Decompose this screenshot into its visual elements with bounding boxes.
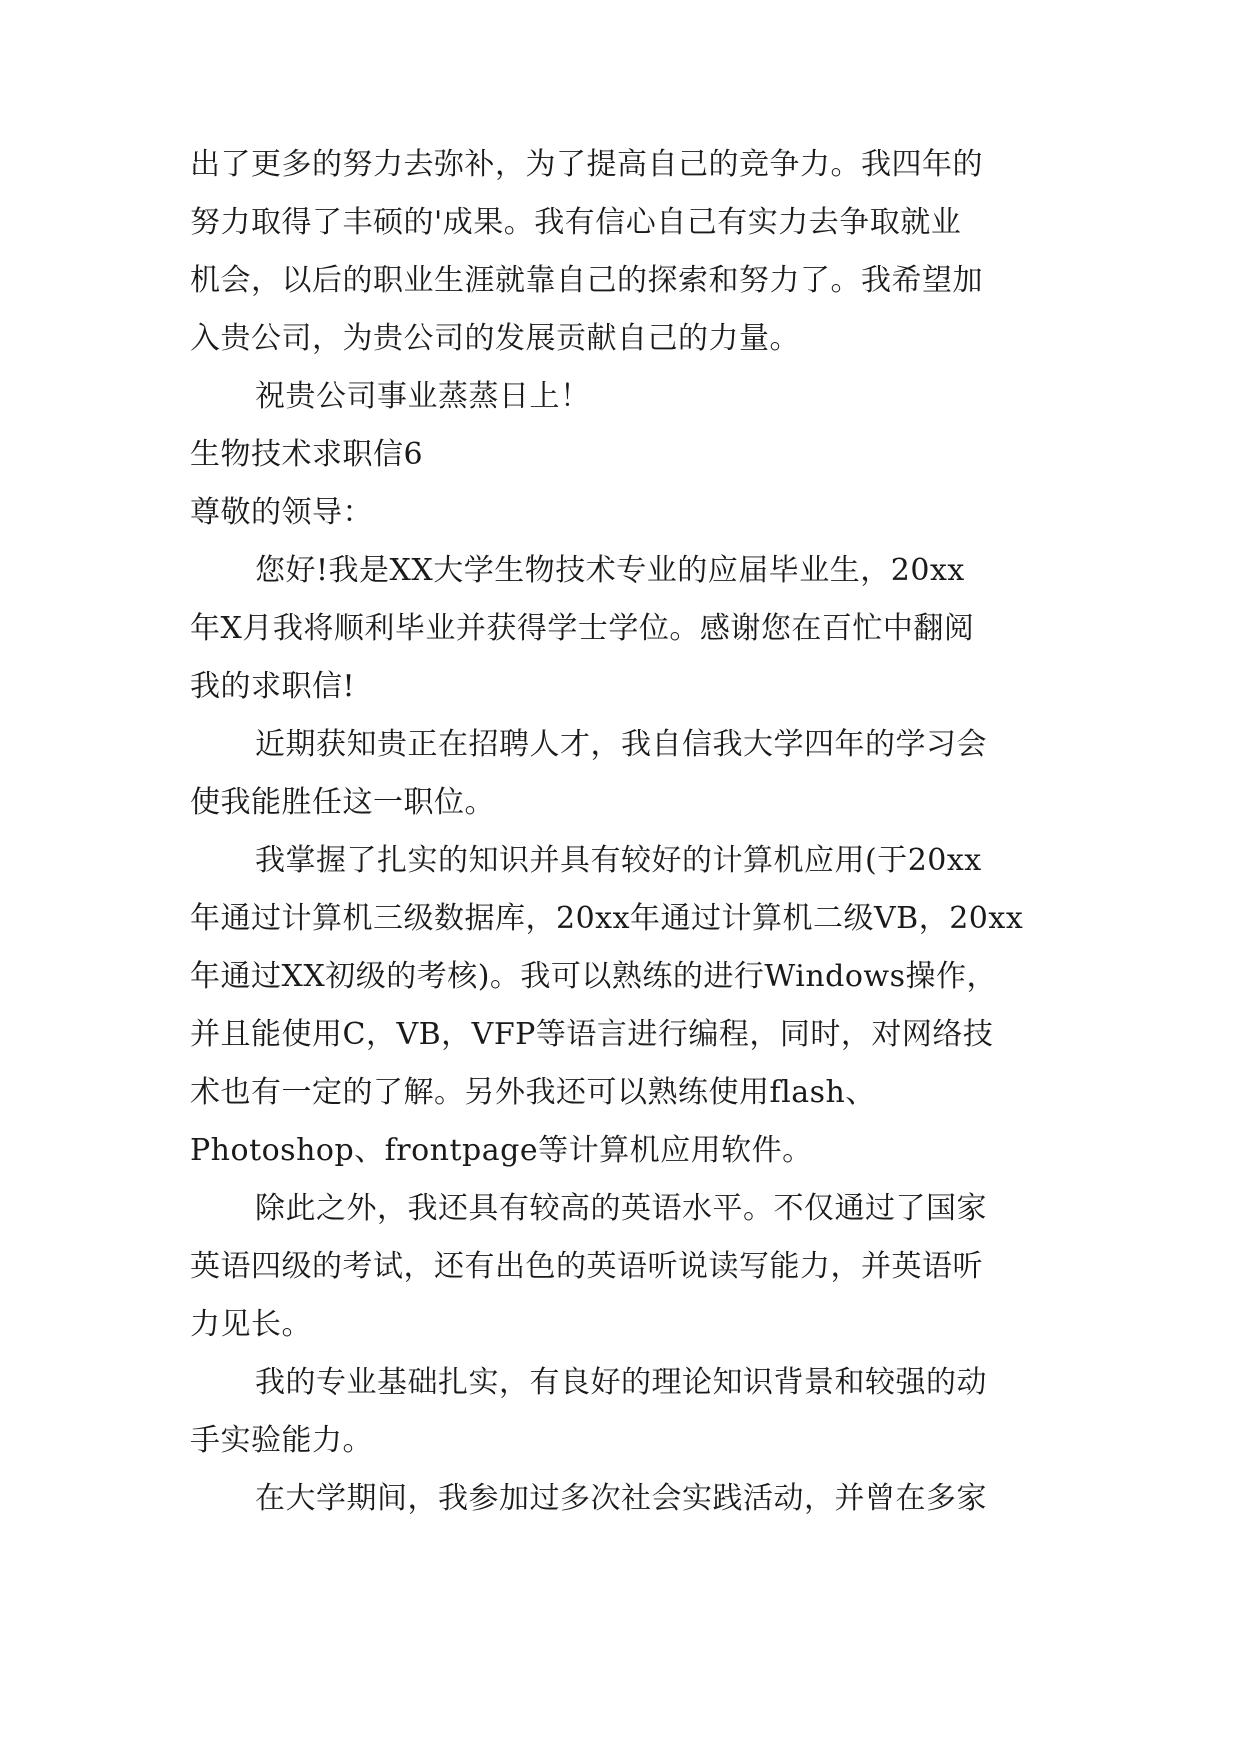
body-text-line: 在大学期间，我参加过多次社会实践活动，并曾在多家 (255, 1481, 987, 1516)
body-text-line: 出了更多的努力去弥补，为了提高自己的竞争力。我四年的 (190, 147, 983, 182)
body-text-line: 努力取得了丰硕的'成果。我有信心自己有实力去争取就业 (190, 205, 962, 240)
closing-wish: 祝贵公司事业蒸蒸日上！ (255, 379, 591, 414)
body-text-line: 术也有一定的了解。另外我还可以熟练使用flash、 (190, 1075, 876, 1110)
body-text-line: 手实验能力。 (190, 1423, 373, 1458)
salutation: 尊敬的领导： (190, 495, 373, 530)
body-text-line: 年通过计算机三级数据库，20xx年通过计算机二级VB，20xx (190, 901, 1024, 936)
body-text-line: 我的专业基础扎实，有良好的理论知识背景和较强的动 (255, 1365, 987, 1400)
section-title: 生物技术求职信6 (190, 437, 424, 472)
body-text-line: 使我能胜任这一职位。 (190, 785, 495, 820)
body-text-line: 力见长。 (190, 1307, 312, 1342)
body-text-line: 除此之外，我还具有较高的英语水平。不仅通过了国家 (255, 1191, 987, 1226)
body-text-line: 近期获知贵正在招聘人才，我自信我大学四年的学习会 (255, 727, 987, 762)
body-text-line: 入贵公司，为贵公司的发展贡献自己的力量。 (190, 321, 800, 356)
body-text-line: 英语四级的考试，还有出色的英语听说读写能力，并英语听 (190, 1249, 983, 1284)
body-text-line: Photoshop、frontpage等计算机应用软件。 (190, 1133, 813, 1168)
body-text-line: 并且能使用C，VB，VFP等语言进行编程，同时，对网络技 (190, 1017, 994, 1052)
body-text-line: 我掌握了扎实的知识并具有较好的计算机应用(于20xx (255, 843, 982, 878)
body-text-line: 您好!我是XX大学生物技术专业的应届毕业生，20xx (255, 553, 965, 588)
body-text-line: 年通过XX初级的考核)。我可以熟练的进行Windows操作， (190, 959, 997, 994)
body-text-line: 我的求职信! (190, 669, 356, 704)
body-text-line: 机会，以后的职业生涯就靠自己的探索和努力了。我希望加 (190, 263, 983, 298)
body-text-line: 年X月我将顺利毕业并获得学士学位。感谢您在百忙中翻阅 (190, 611, 975, 646)
